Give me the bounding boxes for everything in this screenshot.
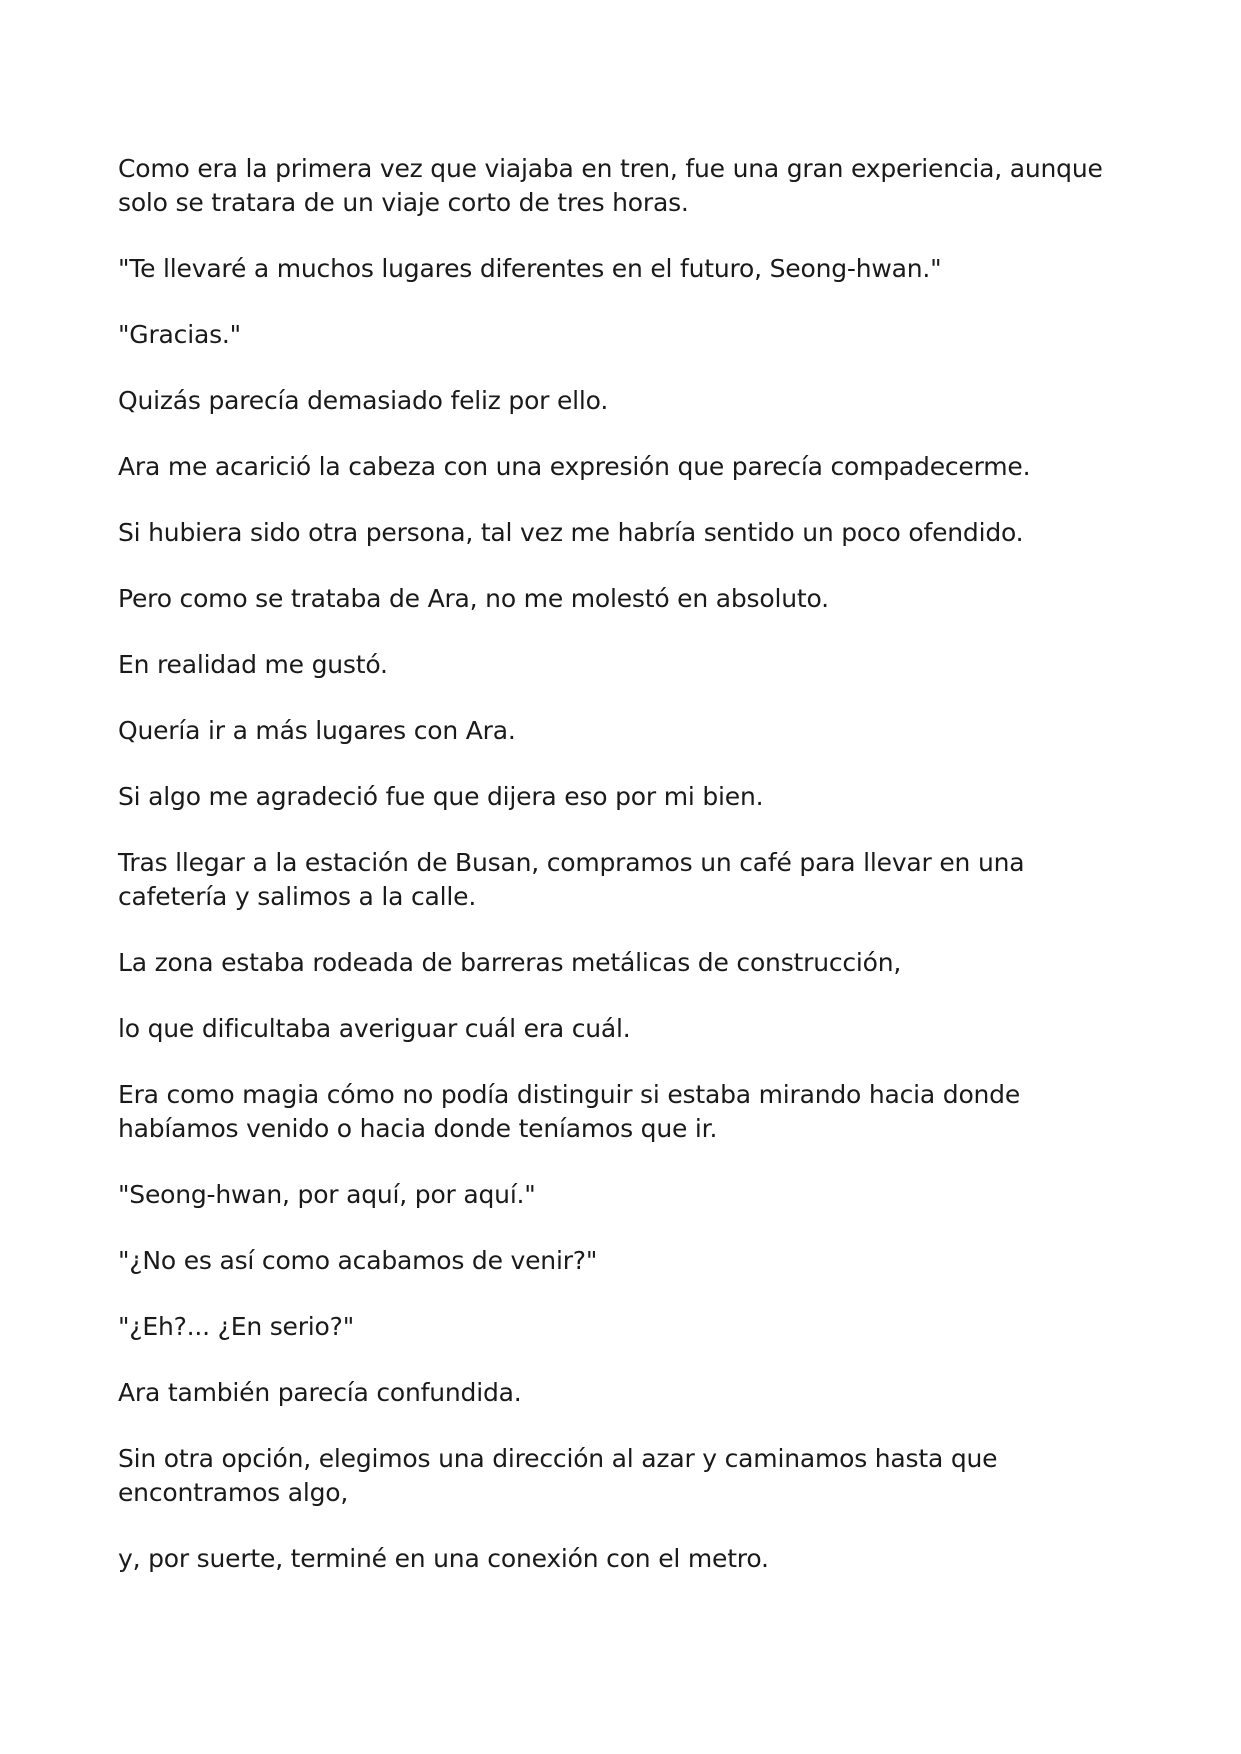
paragraph: Si hubiera sido otra persona, tal vez me habría sentido un poco ofendido. [118,518,1024,547]
paragraph: "¿Eh?... ¿En serio?" [118,1312,355,1341]
paragraph: En realidad me gustó. [118,650,388,679]
paragraph: y, por suerte, terminé en una conexión con el metro. [118,1544,769,1573]
paragraph: Quería ir a más lugares con Ara. [118,716,516,745]
paragraph: Como era la primera vez que viajaba en tren, fue una gran experiencia, aunque solo se tratara de un viaje corto de tres horas. [118,154,1103,217]
paragraph: La zona estaba rodeada de barreras metálicas de construcción, [118,948,902,977]
paragraph: Ara me acarició la cabeza con una expresión que parecía compadecerme. [118,452,1031,481]
paragraph: Si algo me agradeció fue que dijera eso por mi bien. [118,782,764,811]
paragraph: Sin otra opción, elegimos una dirección al azar y caminamos hasta que encontramos algo, [118,1444,998,1507]
paragraph: "Te llevaré a muchos lugares diferentes en el futuro, Seong-hwan." [118,254,942,283]
paragraph: Tras llegar a la estación de Busan, compramos un café para llevar en una cafetería y salimos a la calle. [118,848,1025,911]
paragraph: lo que dificultaba averiguar cuál era cuál. [118,1014,631,1043]
paragraph: Quizás parecía demasiado feliz por ello. [118,386,609,415]
paragraph: Pero como se trataba de Ara, no me molestó en absoluto. [118,584,829,613]
paragraph: Ara también parecía confundida. [118,1378,522,1407]
paragraph: Era como magia cómo no podía distinguir si estaba mirando hacia donde habíamos venido o hacia donde teníamos que ir. [118,1080,1021,1143]
paragraph: "Seong-hwan, por aquí, por aquí." [118,1180,536,1209]
document-body [118,152,1138,1608]
paragraph: "¿No es así como acabamos de venir?" [118,1246,598,1275]
paragraph: "Gracias." [118,320,241,349]
